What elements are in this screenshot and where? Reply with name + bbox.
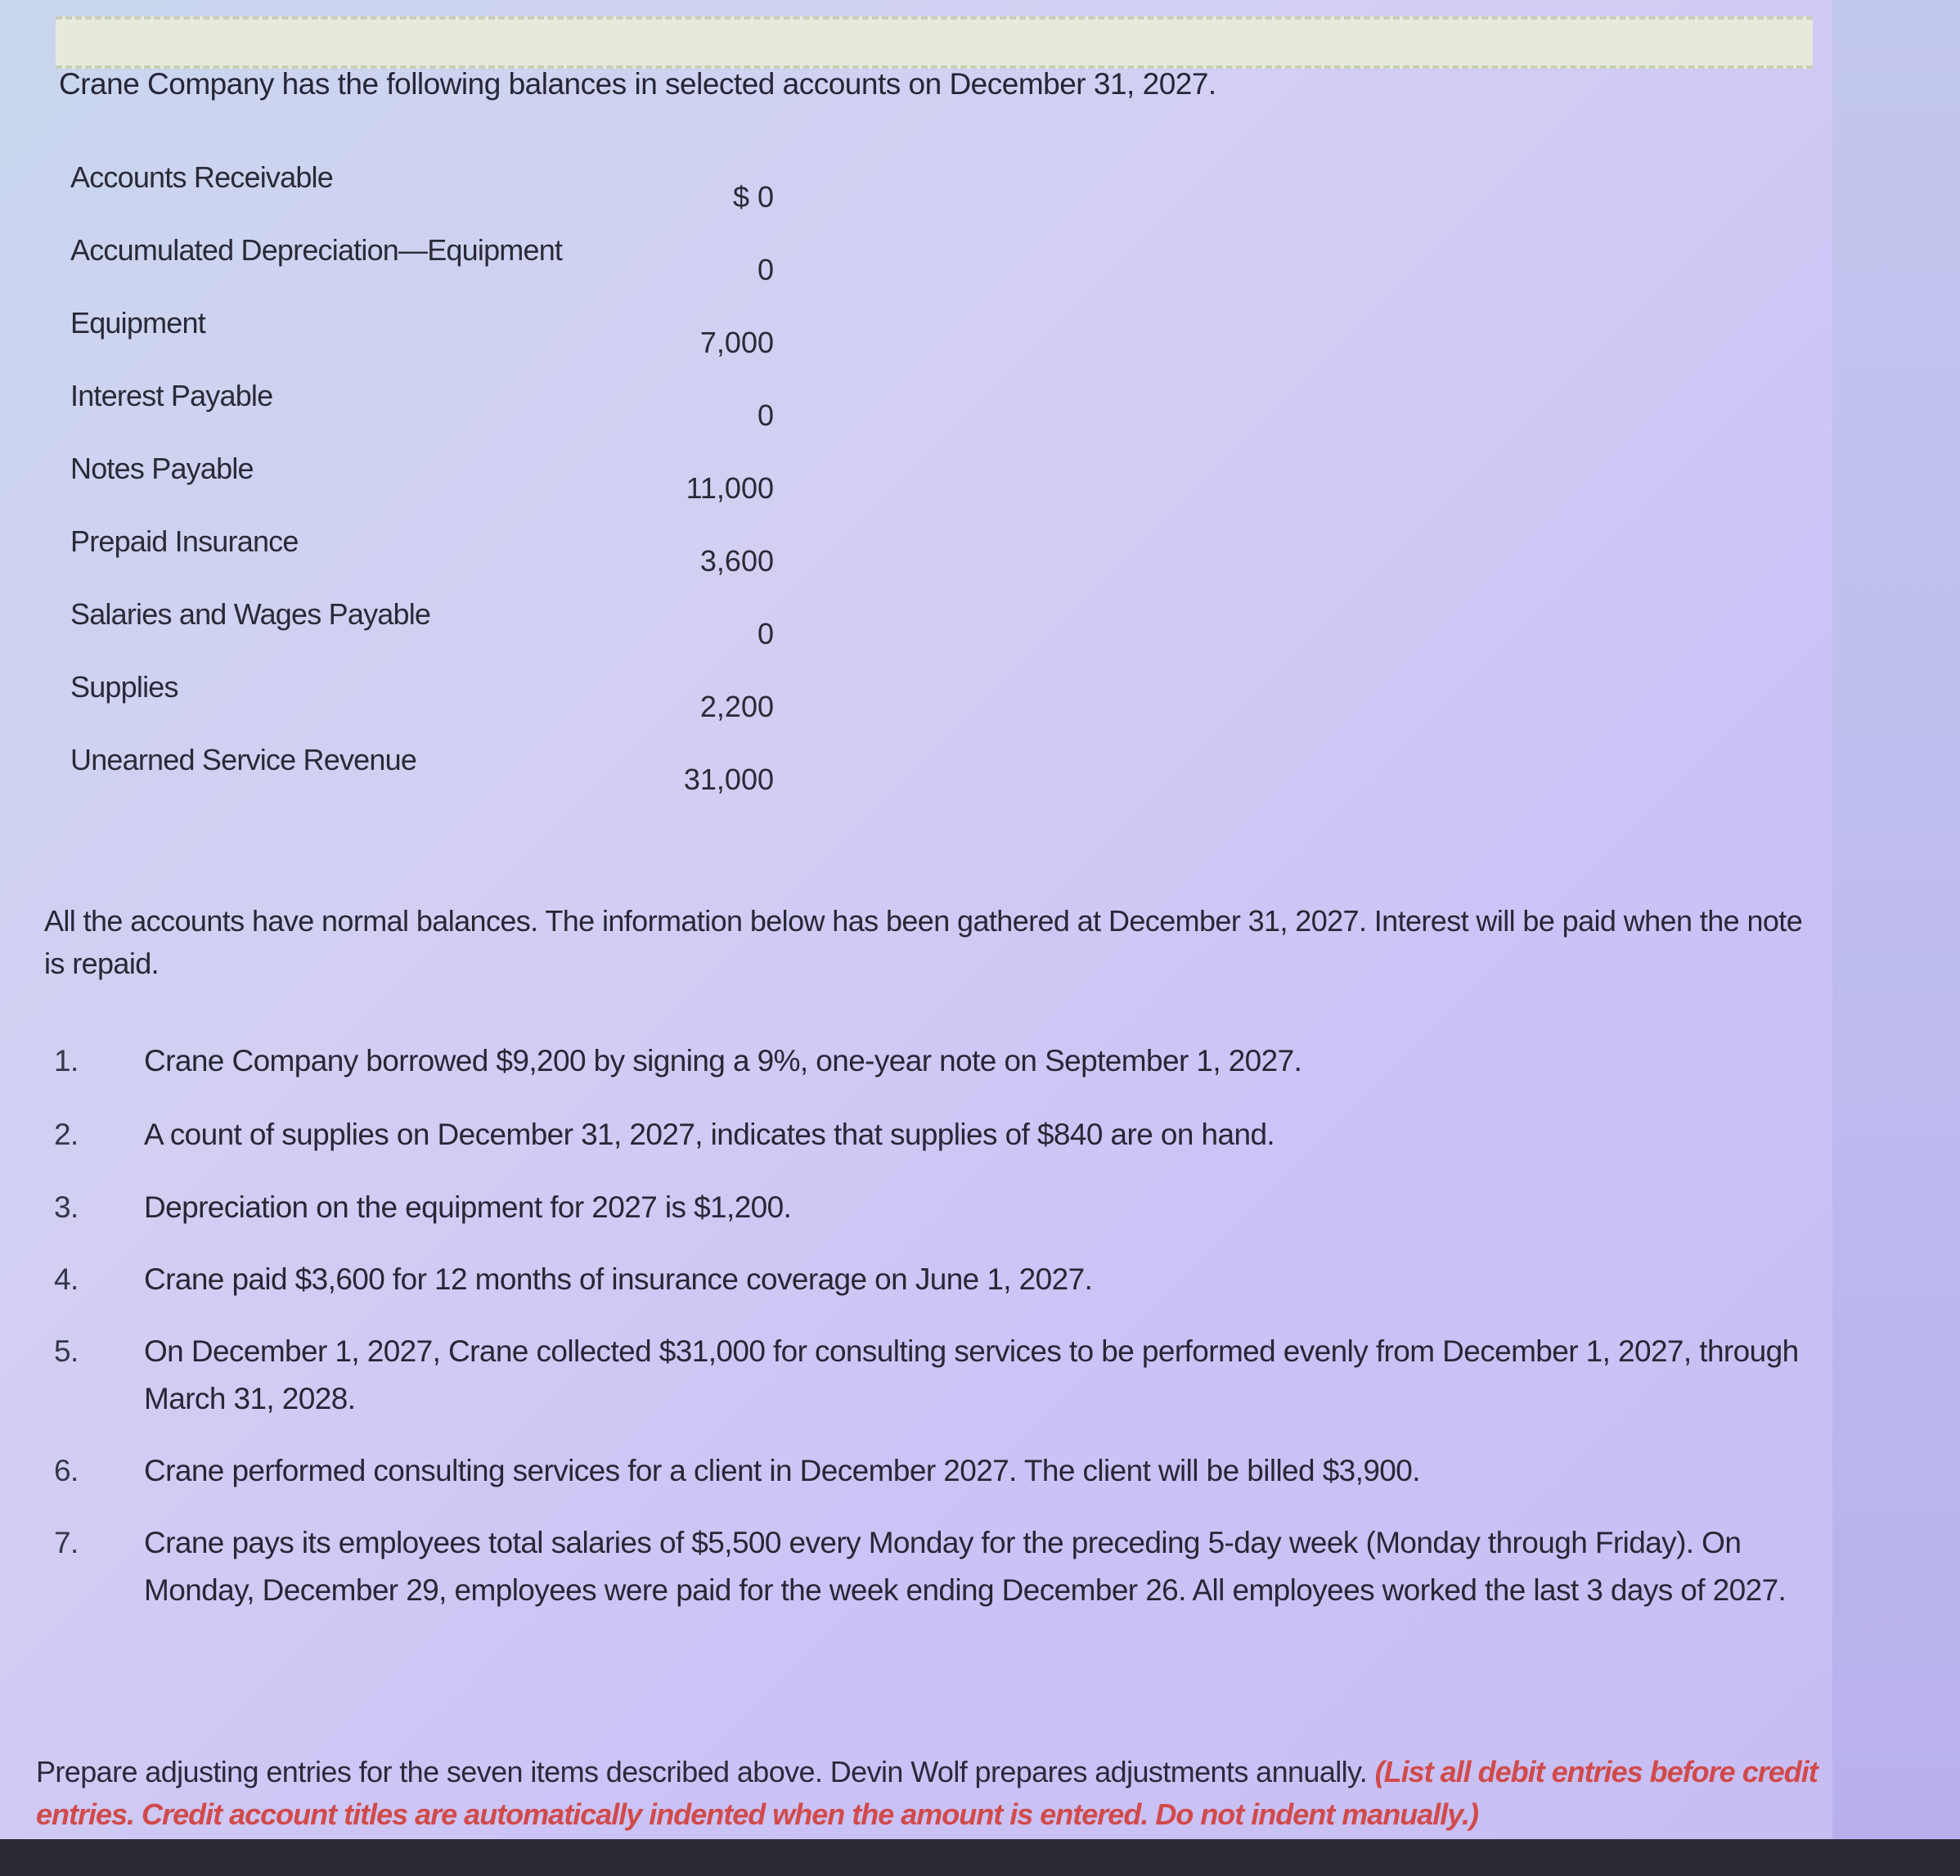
balance-row xyxy=(62,160,774,233)
balances-table xyxy=(62,160,774,816)
list-item xyxy=(54,1328,1805,1423)
account-name: Notes Payable xyxy=(70,452,254,485)
list-item xyxy=(54,1111,1805,1158)
account-amount: 0 xyxy=(757,617,774,650)
account-name: Supplies xyxy=(70,670,178,704)
account-amount: $ 0 xyxy=(732,180,774,214)
info-paragraph: All the accounts have normal balances. The information below has been gathered at December 31, 2027. Interest will be paid when the note is repaid. xyxy=(44,904,1803,980)
item-number: 4. xyxy=(54,1262,79,1296)
instructions-note: (List all debit entries before credit entries. Credit account titles are automatically indented when the amount is entered. Do not indent manually.) xyxy=(36,1755,1818,1831)
account-name: Unearned Service Revenue xyxy=(70,743,417,776)
account-name: Equipment xyxy=(70,306,205,340)
item-number: 2. xyxy=(54,1118,79,1151)
list-item xyxy=(54,1256,1805,1303)
balance-row xyxy=(62,379,774,452)
item-text: On December 1, 2027, Crane collected $31,000 for consulting services to be performed evenly from December 1, 2027, through March 31, 2028. xyxy=(144,1334,1799,1415)
account-amount: 7,000 xyxy=(699,326,774,359)
account-amount: 11,000 xyxy=(686,471,774,505)
instructions xyxy=(36,1751,1819,1836)
screen-bottom-bezel xyxy=(0,1839,1960,1876)
item-number: 7. xyxy=(54,1526,79,1559)
account-name: Salaries and Wages Payable xyxy=(70,597,431,631)
item-number: 1. xyxy=(54,1044,79,1077)
account-amount: 31,000 xyxy=(683,763,774,796)
list-item xyxy=(54,1447,1805,1495)
item-number: 6. xyxy=(54,1454,79,1487)
balance-row xyxy=(62,306,774,379)
account-amount: 3,600 xyxy=(699,544,774,578)
account-name: Interest Payable xyxy=(70,379,273,412)
account-amount: 2,200 xyxy=(699,690,774,723)
item-number: 3. xyxy=(54,1190,79,1224)
balance-row xyxy=(62,670,774,743)
adjustment-items-list xyxy=(54,1037,1805,1614)
item-text: Crane pays its employees total salaries of $5,500 every Monday for the preceding 5-day week (Monday through Friday). On Monday, December 29, employees were paid for the week ending December 26. All employees worked the last 3 days of 2027. xyxy=(144,1526,1787,1607)
item-text: Crane Company borrowed $9,200 by signing a 9%, one-year note on September 1, 2027. xyxy=(144,1044,1302,1077)
account-name: Accumulated Depreciation—Equipment xyxy=(70,233,563,267)
item-text: Crane performed consulting services for a client in December 2027. The client will be billed $3,900. xyxy=(144,1454,1420,1487)
item-text: Crane paid $3,600 for 12 months of insurance coverage on June 1, 2027. xyxy=(144,1262,1093,1296)
balance-row xyxy=(62,524,774,597)
balance-row xyxy=(62,597,774,670)
problem-intro: Crane Company has the following balances in selected accounts on December 31, 2027. xyxy=(59,67,1216,101)
item-number: 5. xyxy=(54,1334,79,1368)
balance-row xyxy=(62,233,774,306)
list-item xyxy=(54,1037,1805,1085)
top-divider xyxy=(56,16,1813,69)
list-item xyxy=(54,1519,1805,1614)
list-item xyxy=(54,1184,1805,1231)
account-amount: 0 xyxy=(757,398,774,432)
account-name: Accounts Receivable xyxy=(70,160,333,194)
screen-edge xyxy=(1832,0,1960,1876)
item-text: Depreciation on the equipment for 2027 is $1,200. xyxy=(144,1190,792,1224)
account-amount: 0 xyxy=(757,253,774,286)
instructions-main: Prepare adjusting entries for the seven items described above. Devin Wolf prepares adjustments annually. xyxy=(36,1755,1368,1788)
account-name: Prepaid Insurance xyxy=(70,524,299,558)
balance-row xyxy=(62,452,774,524)
item-text: A count of supplies on December 31, 2027, indicates that supplies of $840 are on hand. xyxy=(144,1118,1275,1151)
balance-row xyxy=(62,743,774,816)
